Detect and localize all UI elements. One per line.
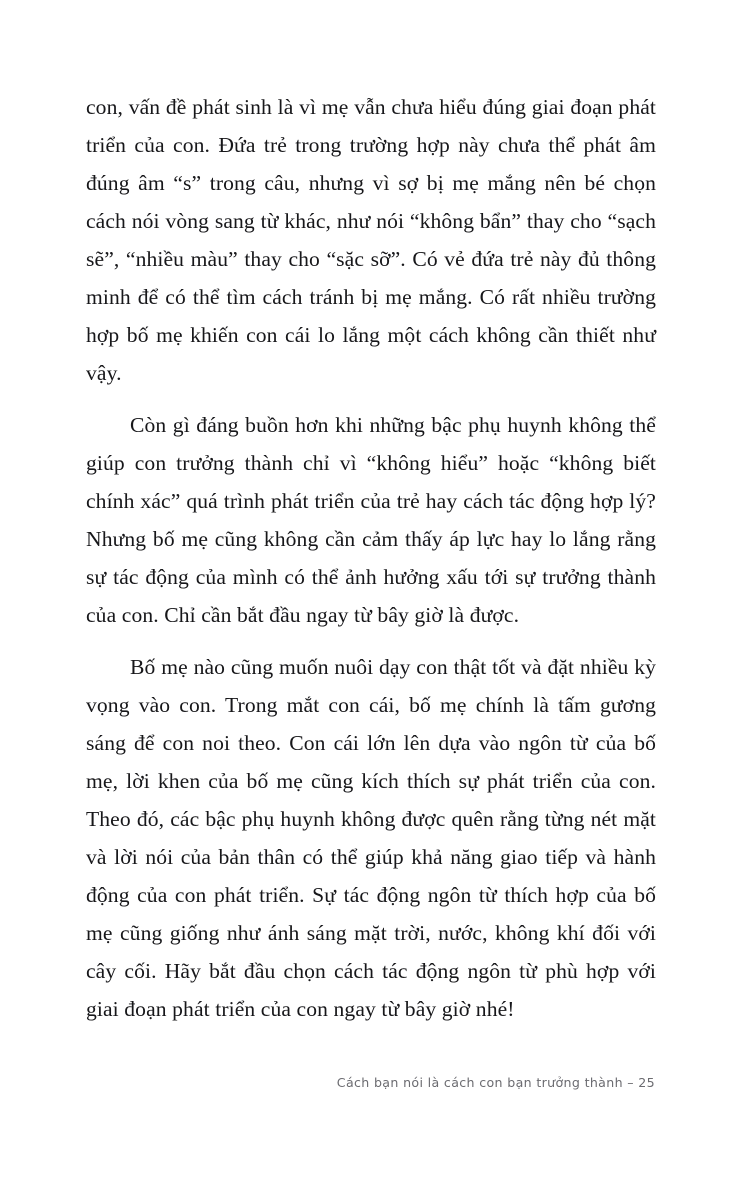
paragraph-3: Bố mẹ nào cũng muốn nuôi dạy con thật tốt và đặt nhiều kỳ vọng vào con. Trong mắt con cái, bố mẹ chính là tấm gương sáng để con noi theo. Con cái lớn lên dựa vào ngôn từ của bố mẹ, lời khen của bố mẹ cũng kích thích sự phát triển của con. Theo đó, các bậc phụ huynh không được quên rằng từng nét mặt và lời nói của bản thân có thể giúp khả năng giao tiếp và hành động của con phát triển. Sự tác động ngôn từ thích hợp của bố mẹ cũng giống như ánh sáng mặt trời, nước, không khí đối với cây cối. Hãy bắt đầu chọn cách tác động ngôn từ phù hợp với giai đoạn phát triển của con ngay từ bây giờ nhé! [86, 655, 656, 1021]
paragraph-1: con, vấn đề phát sinh là vì mẹ vẫn chưa hiểu đúng giai đoạn phát triển của con. Đứa trẻ trong trường hợp này chưa thể phát âm đúng âm “s” trong câu, nhưng vì sợ bị mẹ mắng nên bé chọn cách nói vòng sang từ khác, như nói “không bẩn” thay cho “sạch sẽ”, “nhiều màu” thay cho “sặc sỡ”. Có vẻ đứa trẻ này đủ thông minh để có thể tìm cách tránh bị mẹ mắng. Có rất nhiều trường hợp bố mẹ khiến con cái lo lắng một cách không cần thiết như vậy. [86, 95, 656, 385]
body-text-column [86, 88, 656, 1028]
page-footer-running-head: Cách bạn nói là cách con bạn trưởng thành – 25 [336, 1075, 655, 1090]
paragraph-2: Còn gì đáng buồn hơn khi những bậc phụ huynh không thể giúp con trưởng thành chỉ vì “không hiểu” hoặc “không biết chính xác” quá trình phát triển của trẻ hay cách tác động hợp lý? Nhưng bố mẹ cũng không cần cảm thấy áp lực hay lo lắng rằng sự tác động của mình có thể ảnh hưởng xấu tới sự trưởng thành của con. Chỉ cần bắt đầu ngay từ bây giờ là được. [86, 413, 656, 627]
